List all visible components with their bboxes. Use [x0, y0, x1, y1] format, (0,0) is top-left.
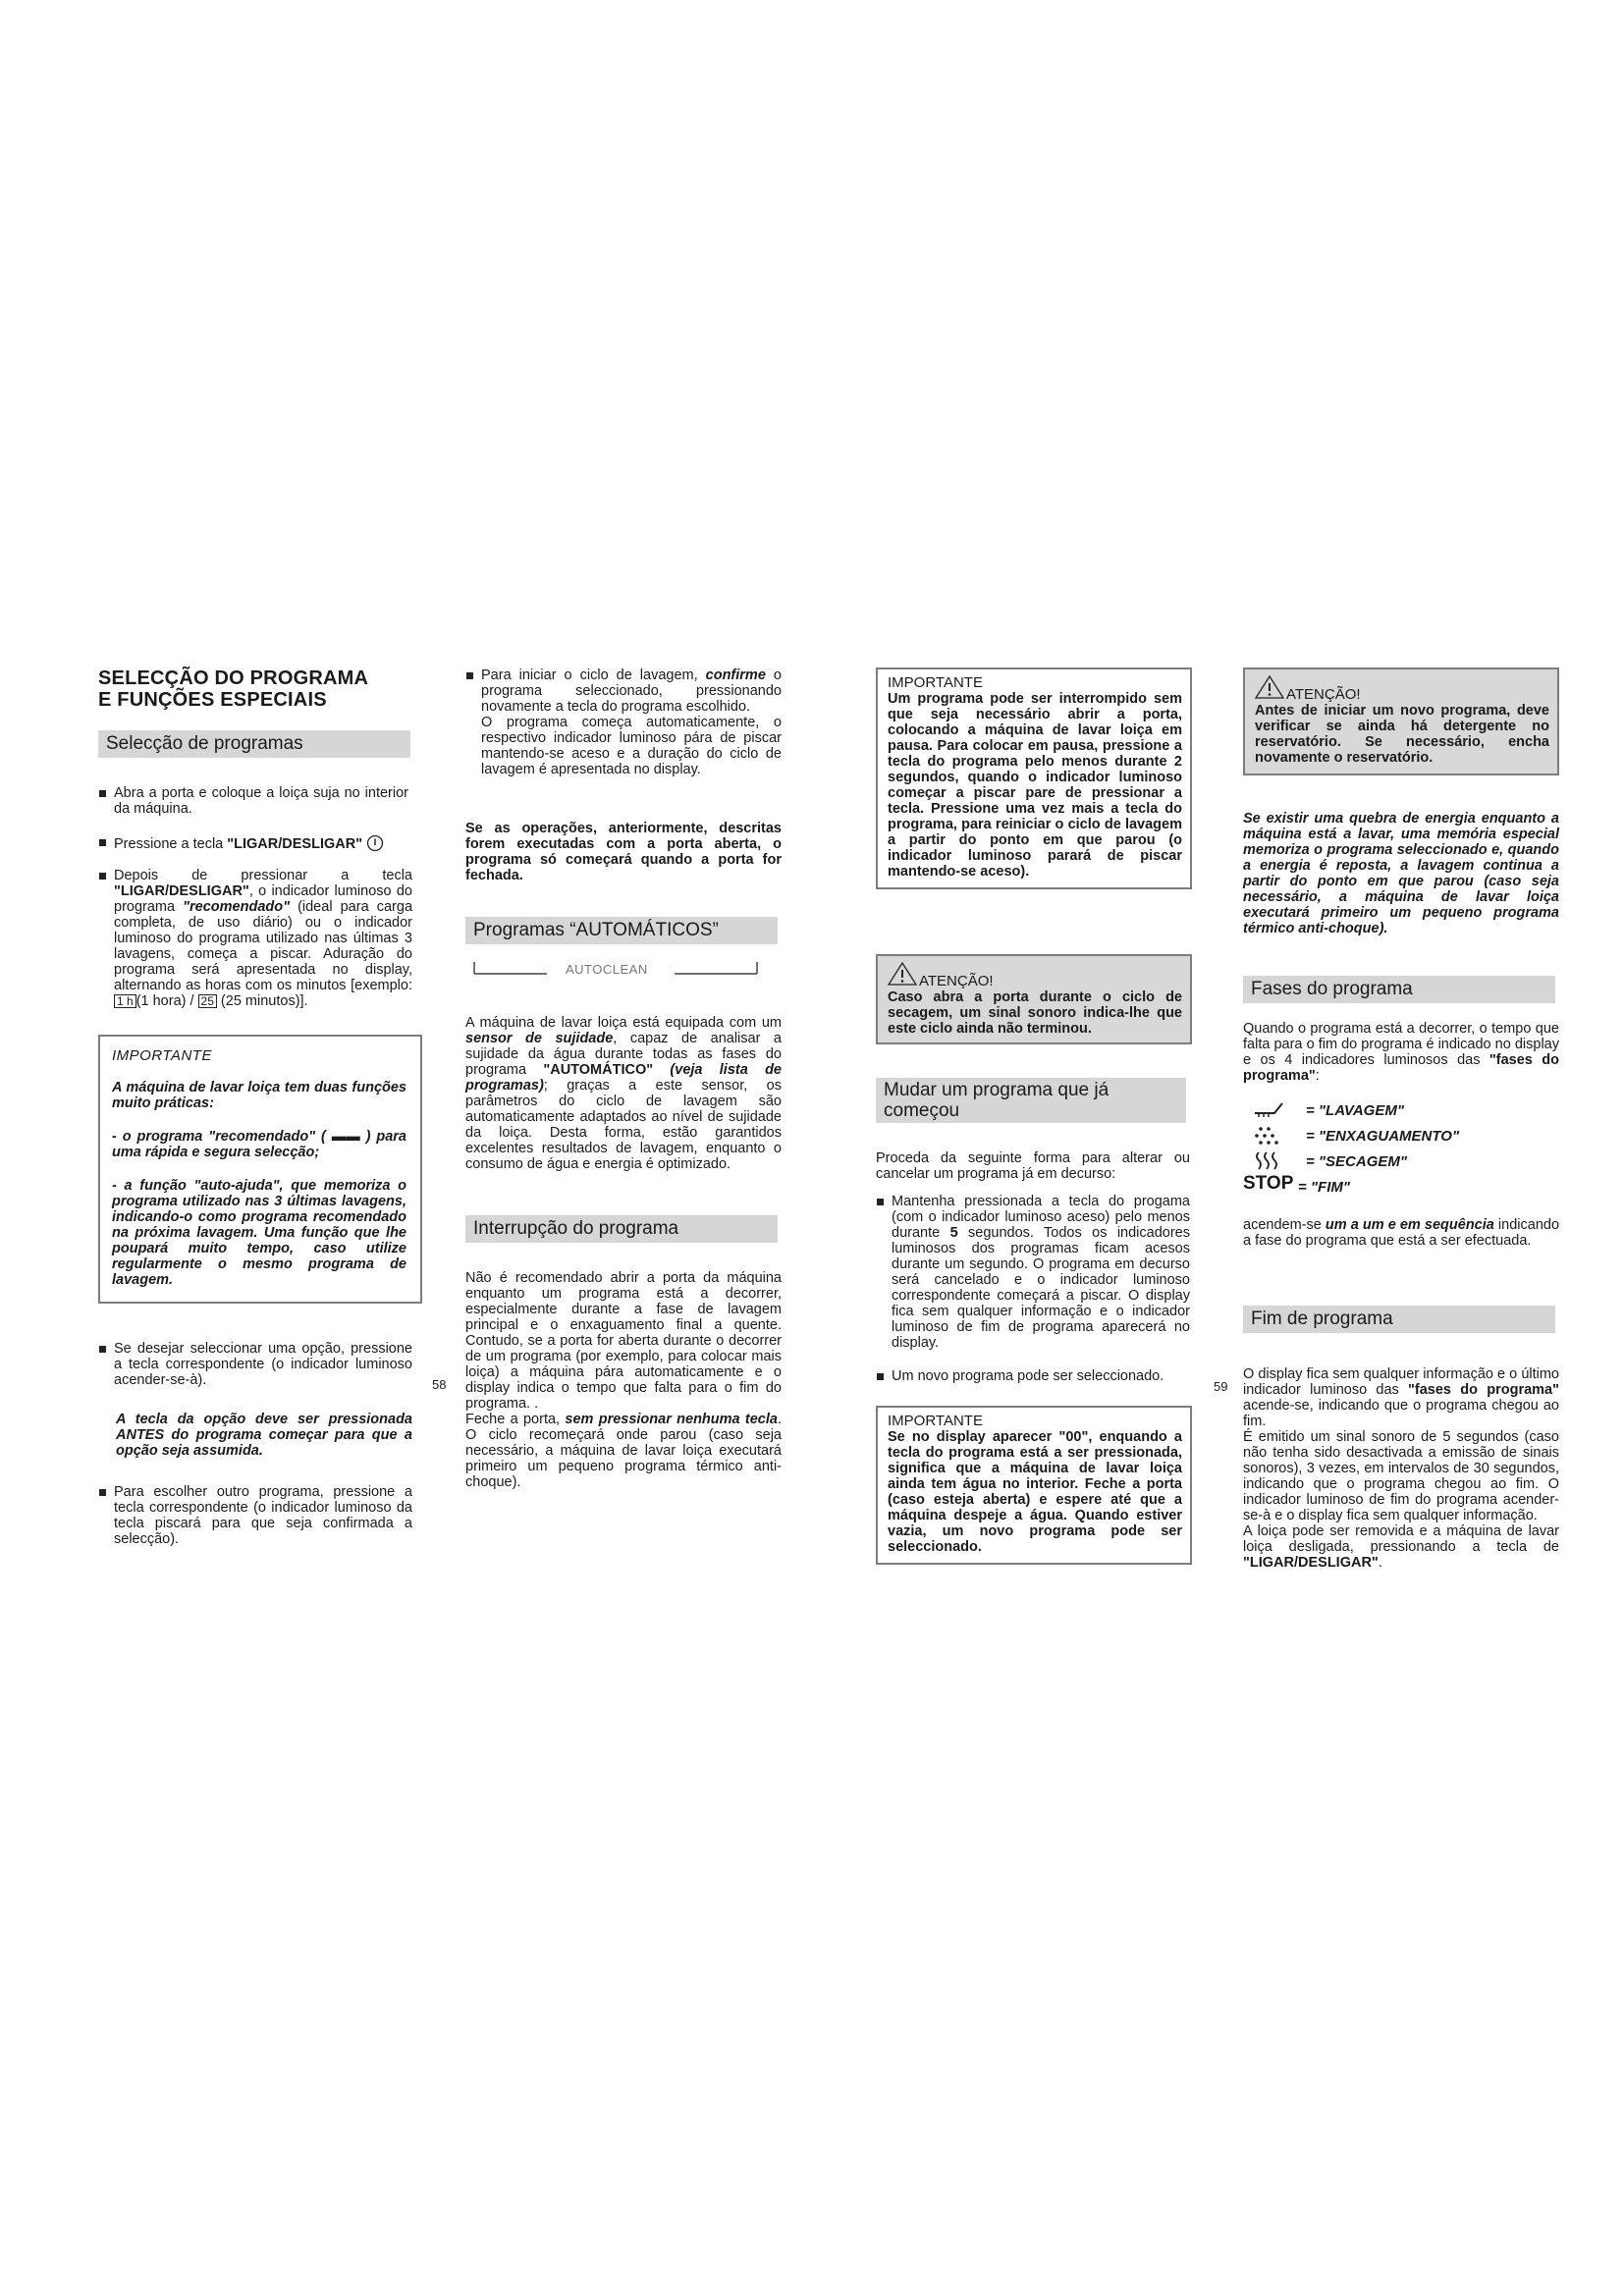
warning-triangle-icon: [1255, 675, 1284, 703]
attention-box-detergent: ATENÇÃO! Antes de iniciar um novo programa, deve verificar se ainda há detergente no reservatório. Se necessário, encha novamente o reservatório.: [1243, 667, 1559, 775]
automatic-paragraph: A máquina de lavar loiça está equipada com um sensor de sujidade, capaz de analisar a sujidade da água durante todas as fases do programa "AUTOMÁTICO" (veja lista de programas); graças a este sensor, os parâmetros do ciclo de lavagem são automaticamente adaptados ao nível de sujidade da loiça. Desta forma, estão garantidos excelentes resultados de lavagem, enquanto o consumo de água e energia é optimizado.: [465, 1015, 782, 1172]
attention-title: ATENÇÃO!: [1286, 686, 1361, 703]
warning-triangle-icon: [888, 962, 917, 989]
section-header-change-program: Mudar um programa que já começou: [876, 1078, 1186, 1123]
page-number-58: 58: [432, 1377, 447, 1392]
interruption-paragraph-2: Feche a porta, sem pressionar nenhuma tecla. O ciclo recomeçará onde parou (caso seja necessário, a máquina de lavar loiça executará primeiro um pequeno programa térmico anti-choque).: [465, 1412, 782, 1490]
display-hour-example: 1 h: [114, 994, 136, 1008]
phase-wash: = "LAVAGEM": [1243, 1099, 1559, 1125]
power-icon: [366, 836, 384, 852]
column-4: [1243, 667, 1559, 1571]
section-header-program-selection: Selecção de programas: [98, 730, 410, 758]
power-failure-note: Se existir uma quebra de energia enquanto a máquina está a lavar, uma memória especial memoriza o programa seleccionado e, quando a energia é reposta, a lavagem continua a partir do ponto em que parou (caso seja necessário, a máquina de lavar loiça executará primeiro um pequeno programa térmico anti-choque).: [1243, 811, 1559, 936]
bullet-after-power: Depois de pressionar a tecla "LIGAR/DESLIGAR", o indicador luminoso do programa "recomendado" (ideal para carga completa, de uso diário) ou o indicador luminoso do programa utilizado nas últimas 3 lavagens, começa a piscar. Aduração do programa será apresentada no display, alternando as horas com os minutos [exemplo: 1 h (1 hora) / 25 (25 minutos)].: [98, 868, 412, 1009]
bullet-press-power: Pressione a tecla "LIGAR/DESLIGAR": [98, 834, 412, 852]
bullet-other-program: Para escolher outro programa, pressione a tecla correspondente (o indicador luminoso da tecla piscará para que seja confirmada a selecção).: [98, 1484, 412, 1547]
display-minute-example: 25: [198, 994, 217, 1008]
important-box-water: IMPORTANTE Se no display aparecer "00", enquando a tecla do programa está a ser pressionada, significa que a máquina de lavar loiça ainda tem água no interior. Feche a porta (caso esteja aberta) e espere até que a máquina despeje a água. Quando estiver vazia, um novo programa pode ser seleccionado.: [876, 1406, 1192, 1565]
phases-list: [1243, 1099, 1559, 1201]
change-intro: Proceda da seguinte forma para alterar ou cancelar um programa já em decurso:: [876, 1150, 1190, 1182]
phase-end: STOP = "FIM": [1243, 1173, 1350, 1196]
option-note: A tecla da opção deve ser pressionada ANTES do programa começar para que a opção seja assumida.: [116, 1412, 412, 1459]
important-box-functions: IMPORTANTE A máquina de lavar loiça tem duas funções muito práticas: - o programa "recomendado" ( ▬▬ ) para uma rápida e segura selecção; - a função "auto-ajuda", que memoriza o programa utilizado nas 3 últimas lavagens, indicando-o como programa recomendado na próxima lavagem. Uma função que lhe poupará muito tempo, caso utilize regularmente o mesmo programa de lavagem.: [98, 1035, 422, 1304]
bullet-start-cycle: Para iniciar o ciclo de lavagem, confirme o programa seleccionado, pressionando novamente a tecla do programa escolhido. O programa começa automaticamente, o respectivo indicador luminoso pára de piscar mantendo-se aceso e a duração do ciclo de lavagem é apresentada no display.: [465, 667, 782, 777]
page-title-line2: E FUNÇÕES ESPECIAIS: [98, 689, 327, 711]
bullet-hold-key: Mantenha pressionada a tecla do progama (com o indicador luminoso aceso) pelo menos durante 5 segundos. Todos os indicadores luminosos dos programas ficam acesos durante um segundo. O programa em decurso será cancelado e o indicador luminoso correspondente começará a piscar. O display fica sem qualquer informação e o indicador luminoso de fim de programa aparecerá no display.: [876, 1194, 1190, 1351]
phases-after: acendem-se um a um e em sequência indicando a fase do programa que está a ser efectuada.: [1243, 1217, 1560, 1249]
attention-box-drying: ATENÇÃO! Caso abra a porta durante o ciclo de secagem, um sinal sonoro indica-lhe que este ciclo ainda não terminou.: [876, 954, 1192, 1044]
column-2: [465, 667, 782, 1490]
column-1: [98, 667, 412, 1547]
bullet-select-option: Se desejar seleccionar uma opção, pressione a tecla correspondente (o indicador luminoso acender-se-à).: [98, 1341, 412, 1388]
stop-label: STOP: [1243, 1173, 1294, 1194]
interruption-paragraph-1: Não é recomendado abrir a porta da máquina enquanto um programa está a decorrer, especialmente durante a fase de lavagem principal e o enxaguamento final a quente. Contudo, se a porta for aberta durante o decorrer de um programa (por exemplo, para colocar mais loiça) a máquina pára automaticamente e o display indica o tempo que falta para o fim do programa. .: [465, 1270, 782, 1412]
important-title: IMPORTANTE: [112, 1047, 212, 1064]
section-header-program-phases: Fases do programa: [1243, 976, 1555, 1003]
end-paragraph: O display fica sem qualquer informação e o último indicador luminoso das "fases do programa" acende-se, indicando que o programa chegou ao fim. É emitido um sinal sonoro de 5 segundos (caso não tenha sido desactivada a emissão de sinais sonoros), 3 vezes, em intervalos de 30 segundos, indicando que o programa chegou ao fim. O indicador luminoso de fim do programa acender-se-à e o display fica sem qualquer informação. A loiça pode ser removida e a máquina de lavar loiça desligada, pressionando a tecla de "LIGAR/DESLIGAR".: [1243, 1366, 1559, 1571]
door-open-note: Se as operações, anteriormente, descritas forem executadas com a porta aberta, o programa só começará quando a porta for fechada.: [465, 821, 782, 883]
bullet-new-program: Um novo programa pode ser seleccionado.: [876, 1368, 1190, 1384]
page-title-line1: SELECÇÃO DO PROGRAMA: [98, 667, 369, 689]
important-title: IMPORTANTE: [888, 674, 983, 691]
important-box-pause: IMPORTANTE Um programa pode ser interrompido sem que seja necessário abrir a porta, colocando a máquina de lavar loiça em pausa. Para colocar em pausa, pressione a tecla do programa pelo menos durante 2 segundos, quando o indicador luminoso começar a piscar pare de pressionar a tecla. Pressione uma vez mais a tecla do programa, para reiniciar o ciclo de lavagem a partir do ponto em que parou (o indicador luminoso parará de piscar mantendo-se aceso).: [876, 667, 1192, 889]
phases-intro: Quando o programa está a decorrer, o tempo que falta para o fim do programa é indicado no display e os 4 indicadores luminosos das "fases do programa":: [1243, 1021, 1560, 1084]
important-title: IMPORTANTE: [888, 1413, 983, 1429]
autoclean-logo: AUTOCLEAN: [566, 962, 648, 977]
section-header-interruption: Interrupção do programa: [465, 1215, 778, 1243]
section-header-program-end: Fim de programa: [1243, 1306, 1555, 1333]
phase-rinse: = "ENXAGUAMENTO": [1243, 1125, 1559, 1150]
section-header-automatic-programs: Programas “AUTOMÁTICOS”: [465, 917, 778, 944]
column-3: [876, 667, 1190, 1565]
page-number-59: 59: [1214, 1379, 1228, 1394]
wash-phase-icon: [1251, 1099, 1286, 1123]
attention-title: ATENÇÃO!: [919, 973, 994, 989]
rinse-phase-icon: [1251, 1125, 1286, 1150]
bullet-open-door: Abra a porta e coloque a loiça suja no interior da máquina.: [98, 785, 412, 817]
phase-dry: = "SECAGEM": [1243, 1150, 1559, 1176]
